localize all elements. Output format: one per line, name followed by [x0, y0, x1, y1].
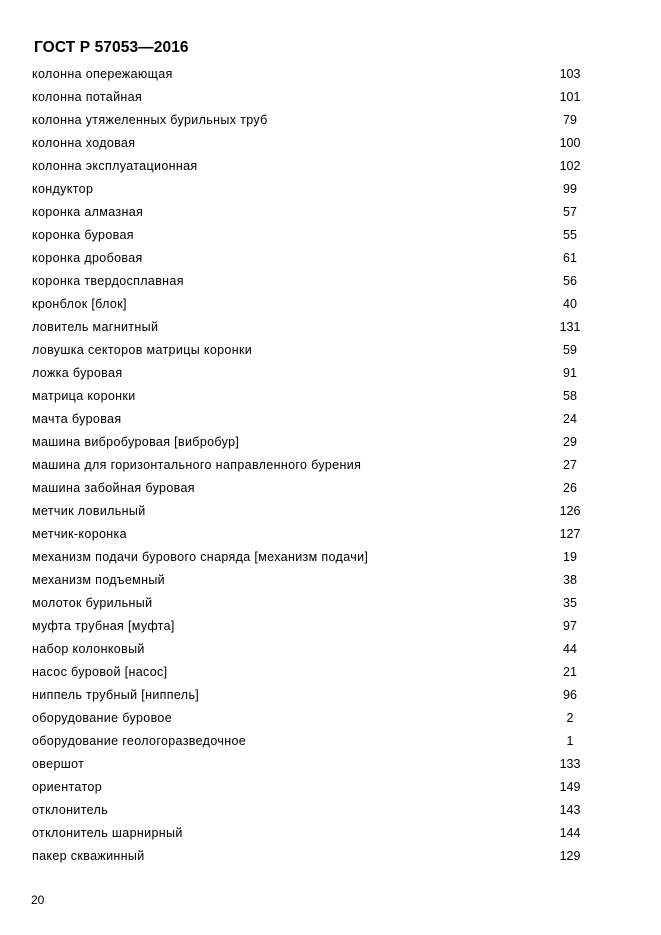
index-entry [32, 662, 592, 685]
index-term: кронблок [блок] [32, 297, 127, 311]
index-entry [32, 846, 592, 869]
index-entry [32, 133, 592, 156]
index-ref-number: 101 [559, 90, 581, 104]
index-term: матрица коронки [32, 389, 136, 403]
index-ref-number: 103 [559, 67, 581, 81]
index-ref-number: 96 [563, 688, 577, 702]
index-entry [32, 823, 592, 846]
index-term: метчик-коронка [32, 527, 127, 541]
index-term: коронка алмазная [32, 205, 144, 219]
index-entry [32, 501, 592, 524]
index-entry [32, 202, 592, 225]
index-term: ниппель трубный [ниппель] [32, 688, 200, 702]
index-term: муфта трубная [муфта] [32, 619, 175, 633]
index-ref-number: 1 [566, 734, 574, 748]
index-entry [32, 455, 592, 478]
index-entry [32, 340, 592, 363]
index-ref-number: 21 [563, 665, 577, 679]
index-ref-number: 102 [559, 159, 581, 173]
index-entry [32, 110, 592, 133]
index-term: коронка буровая [32, 228, 134, 242]
index-term: колонна утяжеленных бурильных труб [32, 113, 268, 127]
index-ref-number: 79 [563, 113, 577, 127]
index-ref-number: 100 [559, 136, 581, 150]
index-ref-number: 44 [563, 642, 577, 656]
index-entry [32, 800, 592, 823]
index-entry [32, 708, 592, 731]
index-term: метчик ловильный [32, 504, 146, 518]
index-term: колонна опережающая [32, 67, 173, 81]
index-ref-number: 58 [563, 389, 577, 403]
index-entry [32, 317, 592, 340]
index-entry [32, 271, 592, 294]
index-ref-number: 57 [563, 205, 577, 219]
index-ref-number: 24 [563, 412, 577, 426]
index-entry [32, 754, 592, 777]
index-term: пакер скважинный [32, 849, 145, 863]
index-ref-number: 131 [559, 320, 581, 334]
index-term: набор колонковый [32, 642, 145, 656]
index-entry [32, 593, 592, 616]
index-term: коронка дробовая [32, 251, 143, 265]
index-ref-number: 56 [563, 274, 577, 288]
index-term: колонна ходовая [32, 136, 136, 150]
index-entry [32, 731, 592, 754]
index-term: ложка буровая [32, 366, 123, 380]
index-term: коронка твердосплавная [32, 274, 184, 288]
index-term: кондуктор [32, 182, 94, 196]
index-term: колонна эксплуатационная [32, 159, 198, 173]
index-entry [32, 432, 592, 455]
index-term: отклонитель [32, 803, 109, 817]
index-ref-number: 55 [563, 228, 577, 242]
index-term: ловитель магнитный [32, 320, 159, 334]
index-entry [32, 409, 592, 432]
index-ref-number: 19 [563, 550, 577, 564]
index-ref-number: 40 [563, 297, 577, 311]
index-ref-number: 59 [563, 343, 577, 357]
index-ref-number: 35 [563, 596, 577, 610]
index-term: овершот [32, 757, 85, 771]
index-term: ловушка секторов матрицы коронки [32, 343, 253, 357]
index-entry [32, 386, 592, 409]
index-term: мачта буровая [32, 412, 122, 426]
index-ref-number: 127 [559, 527, 581, 541]
index-ref-number: 99 [563, 182, 577, 196]
page-number: 20 [31, 893, 45, 907]
index-ref-number: 26 [563, 481, 577, 495]
index-ref-number: 126 [559, 504, 581, 518]
index-entry [32, 179, 592, 202]
index-term: колонна потайная [32, 90, 143, 104]
index-entry [32, 547, 592, 570]
index-entry [32, 87, 592, 110]
index-entry [32, 478, 592, 501]
index-term: механизм подачи бурового снаряда [механизм подачи] [32, 550, 369, 564]
index-ref-number: 97 [563, 619, 577, 633]
index-entry [32, 524, 592, 547]
index-term: насос буровой [насос] [32, 665, 168, 679]
index-term: молоток бурильный [32, 596, 153, 610]
index-ref-number: 29 [563, 435, 577, 449]
index-entry [32, 294, 592, 317]
index-entry [32, 616, 592, 639]
term-index-list [32, 64, 592, 869]
index-term: отклонитель шарнирный [32, 826, 183, 840]
index-ref-number: 149 [559, 780, 581, 794]
index-ref-number: 133 [559, 757, 581, 771]
index-entry [32, 225, 592, 248]
index-entry [32, 363, 592, 386]
document-header: ГОСТ Р 57053—2016 [34, 39, 189, 56]
index-term: оборудование буровое [32, 711, 173, 725]
index-ref-number: 91 [563, 366, 577, 380]
index-ref-number: 61 [563, 251, 577, 265]
index-term: машина для горизонтального направленного бурения [32, 458, 362, 472]
index-entry [32, 777, 592, 800]
index-entry [32, 570, 592, 593]
index-ref-number: 27 [563, 458, 577, 472]
index-entry [32, 248, 592, 271]
index-ref-number: 144 [559, 826, 581, 840]
index-ref-number: 38 [563, 573, 577, 587]
index-term: машина забойная буровая [32, 481, 195, 495]
index-entry [32, 64, 592, 87]
index-ref-number: 129 [559, 849, 581, 863]
index-entry [32, 639, 592, 662]
index-term: оборудование геологоразведочное [32, 734, 247, 748]
index-ref-number: 2 [566, 711, 574, 725]
index-entry [32, 156, 592, 179]
index-ref-number: 143 [559, 803, 581, 817]
index-entry [32, 685, 592, 708]
index-term: механизм подъемный [32, 573, 166, 587]
index-term: машина вибробуровая [вибробур] [32, 435, 240, 449]
index-term: ориентатор [32, 780, 102, 794]
